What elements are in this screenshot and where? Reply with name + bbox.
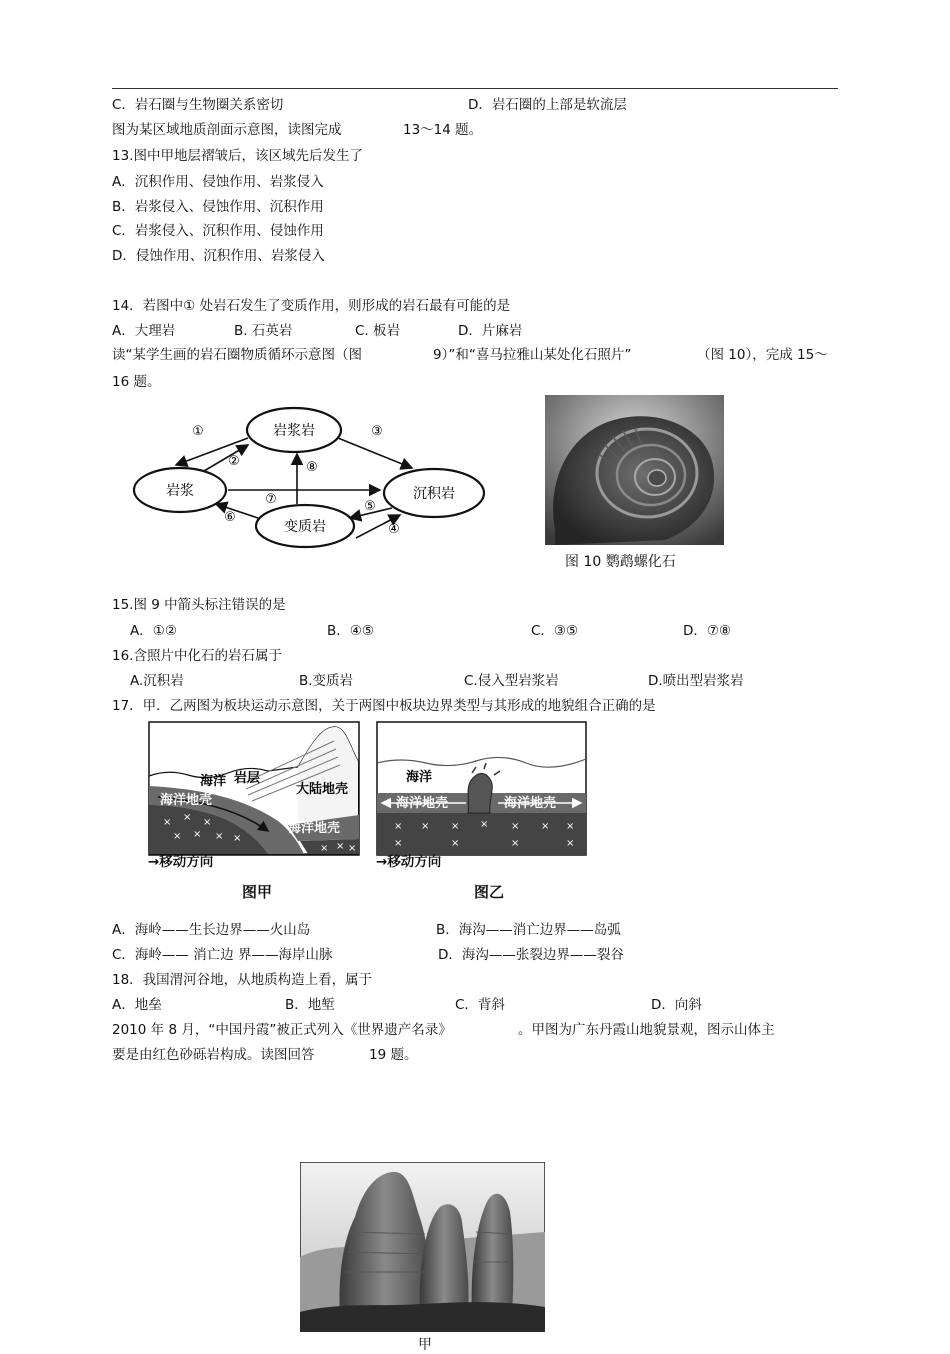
q16-option-c: C.侵入型岩浆岩: [464, 673, 559, 689]
intro-15-16-part1: 读“某学生画的岩石圈物质循环示意图（图: [112, 347, 362, 363]
intro-19-part3: 要是由红色砂砾岩构成。读图回答: [112, 1047, 315, 1063]
svg-text:×: ×: [566, 838, 575, 849]
q16-stem: 16.含照片中化石的岩石属于: [112, 648, 282, 664]
q17-stem: 17．甲．乙两图为板块运动示意图，关于两图中板块边界类型与其形成的地貌组合正确的是: [112, 698, 656, 714]
danxia-landscape-photo: [300, 1162, 545, 1332]
q18-option-a: A．地垒: [112, 997, 162, 1013]
intro-15-16-line2: 16 题。: [112, 374, 161, 390]
label-magmatic-rock: 岩浆岩: [273, 423, 315, 439]
svg-text:×: ×: [163, 817, 172, 828]
svg-text:×: ×: [173, 831, 182, 842]
svg-text:×: ×: [421, 821, 430, 832]
label-arrow-4: ④: [388, 522, 400, 537]
q13-option-a: A．沉积作用、侵蚀作用、岩浆侵入: [112, 174, 324, 190]
label-oceanic-crust-left: 海洋地壳: [396, 796, 449, 811]
q14-option-b: B. 石英岩: [234, 323, 293, 339]
q16-option-a: A.沉积岩: [130, 673, 184, 689]
svg-text:×: ×: [336, 841, 345, 852]
label-strata: 岩层: [234, 771, 261, 786]
svg-text:×: ×: [451, 838, 460, 849]
svg-text:×: ×: [320, 843, 329, 854]
intro-13-14: 图为某区域地质剖面示意图，读图完成: [112, 122, 342, 138]
intro-19-part1: 2010 年 8 月，“中国丹霞”被正式列入《世界遗产名录》: [112, 1022, 452, 1038]
arrow-3: [338, 438, 412, 468]
label-arrow-5: ⑤: [364, 499, 376, 514]
q15-option-c: C．③⑤: [531, 623, 579, 639]
q18-option-c: C．背斜: [455, 997, 505, 1013]
q15-option-d: D．⑦⑧: [683, 623, 732, 639]
plate-a-caption: 图甲: [242, 883, 273, 901]
intro-19-part4: 19 题。: [369, 1047, 418, 1063]
q14-option-a: A．大理岩: [112, 323, 176, 339]
intro-15-16-part2: 9）”和“喜马拉雅山某处化石照片”: [433, 347, 632, 363]
q17-option-a: A．海岭——生长边界——火山岛: [112, 922, 311, 938]
label-arrow-8: ⑧: [306, 460, 318, 475]
q14-option-d: D．片麻岩: [458, 323, 523, 339]
label-metamorphic-rock: 变质岩: [284, 519, 326, 535]
svg-text:×: ×: [203, 817, 212, 828]
plate-figure-a: [148, 721, 360, 856]
svg-text:×: ×: [451, 821, 460, 832]
label-oceanic-crust-left: 海洋地壳: [160, 793, 213, 808]
svg-text:×: ×: [511, 821, 520, 832]
label-continental-crust: 大陆地壳: [296, 782, 349, 797]
plate-a-legend: →移动方向: [148, 854, 214, 870]
svg-text:×: ×: [394, 838, 403, 849]
svg-text:×: ×: [394, 821, 403, 832]
q15-stem: 15.图 9 中箭头标注错误的是: [112, 597, 286, 613]
svg-text:×: ×: [183, 812, 192, 823]
label-ocean: 海洋: [406, 770, 433, 785]
svg-text:×: ×: [215, 831, 224, 842]
label-arrow-6: ⑥: [224, 510, 236, 525]
svg-text:×: ×: [233, 833, 242, 844]
q17-option-d: D．海沟——张裂边界——裂谷: [438, 947, 624, 963]
svg-text:×: ×: [541, 821, 550, 832]
intro-19-part2: 。甲图为广东丹霞山地貌景观，图示山体主: [518, 1022, 775, 1038]
intro-13-14-range: 13～14 题。: [403, 122, 483, 138]
label-sedimentary-rock: 沉积岩: [413, 486, 455, 502]
intro-15-16-part3: （图 10），完成 15～: [697, 347, 828, 363]
label-oceanic-crust-right: 海洋地壳: [504, 796, 557, 811]
q18-stem: 18．我国渭河谷地，从地质构造上看，属于: [112, 972, 373, 988]
q13-option-b: B．岩浆侵入、侵蚀作用、沉积作用: [112, 199, 324, 215]
svg-text:×: ×: [193, 829, 202, 840]
rock-cycle-diagram: [130, 400, 490, 550]
nautilus-fossil-photo: [545, 395, 724, 545]
plate-figure-b: [376, 721, 587, 856]
label-magma: 岩浆: [166, 483, 194, 499]
svg-text:×: ×: [566, 821, 575, 832]
q16-option-d: D.喷出型岩浆岩: [648, 673, 744, 689]
q14-option-c: C. 板岩: [355, 323, 401, 339]
q15-option-b: B．④⑤: [327, 623, 374, 639]
label-arrow-1: ①: [192, 424, 204, 439]
label-ocean: 海洋: [200, 774, 227, 789]
q18-option-d: D．向斜: [651, 997, 702, 1013]
svg-text:×: ×: [511, 838, 520, 849]
arrow-2: [204, 445, 248, 471]
arrow-6: [216, 504, 258, 518]
svg-text:×: ×: [480, 819, 489, 830]
plate-b-legend: →移动方向: [376, 854, 442, 870]
q13-stem: 13.图中甲地层褶皱后，该区域先后发生了: [112, 148, 363, 164]
q15-option-a: A．①②: [130, 623, 177, 639]
header-rule: [112, 88, 838, 89]
fossil-caption: 图 10 鹦鹉螺化石: [565, 554, 676, 570]
q16-option-b: B.变质岩: [299, 673, 354, 689]
q12-option-d: D．岩石圈的上部是软流层: [468, 97, 627, 113]
q13-option-d: D．侵蚀作用、沉积作用、岩浆侵入: [112, 248, 325, 264]
label-arrow-2: ②: [228, 454, 240, 469]
danxia-caption: 甲: [418, 1337, 432, 1353]
q13-option-c: C．岩浆侵入、沉积作用、侵蚀作用: [112, 223, 324, 239]
label-arrow-3: ③: [371, 424, 383, 439]
q17-option-b: B．海沟——消亡边界——岛弧: [436, 922, 621, 938]
svg-text:×: ×: [348, 843, 357, 854]
plate-b-caption: 图乙: [474, 883, 505, 901]
q18-option-b: B．地堑: [285, 997, 335, 1013]
q12-option-c: C．岩石圈与生物圈关系密切: [112, 97, 284, 113]
label-arrow-7: ⑦: [265, 492, 277, 507]
q14-stem: 14．若图中① 处岩石发生了变质作用，则形成的岩石最有可能的是: [112, 298, 511, 314]
label-oceanic-crust-right: 海洋地壳: [288, 821, 341, 836]
q17-option-c: C．海岭—— 消亡边 界——海岸山脉: [112, 947, 333, 963]
